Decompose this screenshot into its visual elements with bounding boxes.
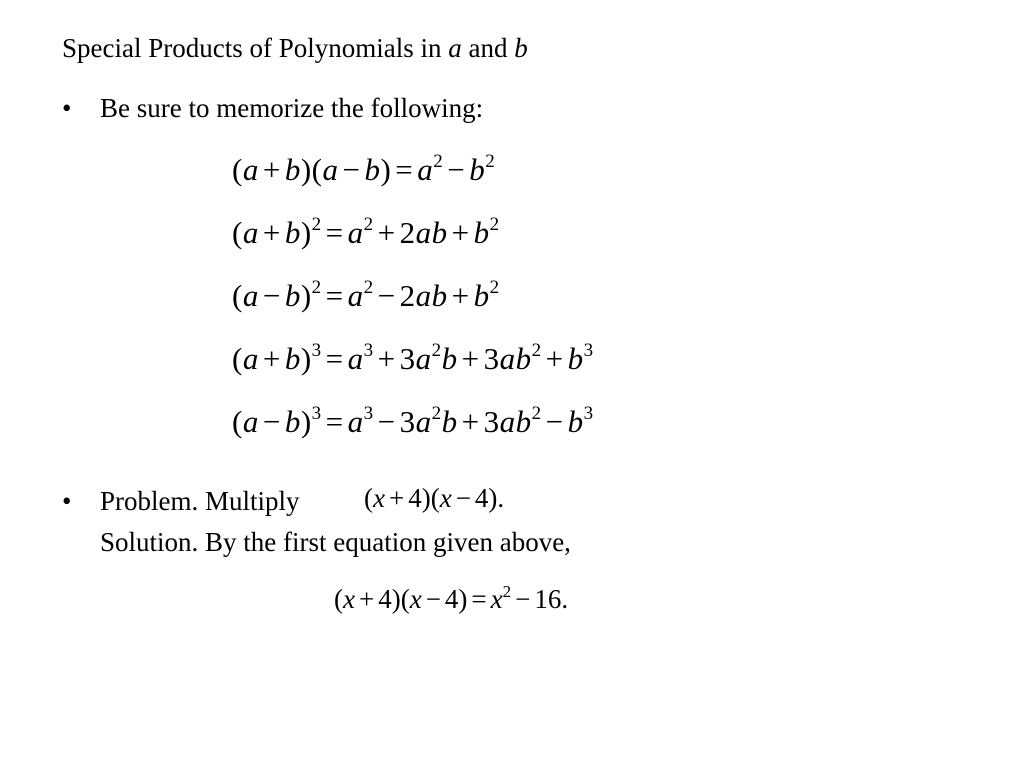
bullet-symbol-2: • [62,486,72,516]
bullet-intro [62,93,71,124]
title-and: and [461,33,515,63]
identity-square-of-difference: $(a - b)^2 = a^2 - 2ab + b^2$ [232,277,500,313]
intro-text: Be sure to memorize the following: [100,93,484,123]
solution-result: $(x + 4)(x - 4) = x^2 - 16$. [334,582,569,614]
problem-expression: (x + 4)(x − 4). [364,483,505,513]
page-title [62,33,528,64]
identity-square-of-sum: $(a + b)^2 = a^2 + 2ab + b^2$ [232,214,500,250]
title-text: Special Products of Polynomials in [62,33,449,63]
title-var-b: b [514,33,528,63]
problem-label: Problem. Multiply [100,486,300,516]
identity-cube-of-sum: $(a + b)^3 = a^3 + 3a^2b + 3ab^2 + b^3$ [232,340,594,376]
identity-difference-of-squares: $(a + b)(a - b) = a^2 - b^2$ [232,151,496,187]
title-var-a: a [448,33,462,63]
identity-cube-of-difference: $(a - b)^3 = a^3 - 3a^2b + 3ab^2 - b^3$ [232,403,594,439]
bullet-symbol: • [62,93,72,123]
solution-text: Solution. By the first equation given above, [100,527,571,557]
bullet-problem [62,486,71,517]
